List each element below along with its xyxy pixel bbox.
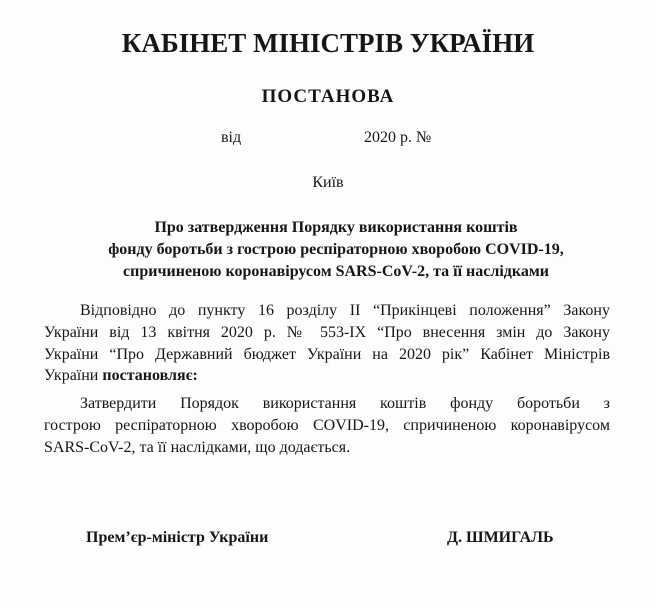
city-name: Київ: [312, 174, 344, 191]
document-type: ПОСТАНОВА: [261, 86, 395, 107]
paragraph-line: SARS-CoV-2, та її наслідками, що додається.: [44, 439, 351, 456]
paragraph-line: України від 13 квітня 2020 р. № 553-IX “Про внесення змін до Закону: [44, 324, 610, 341]
signatory-name: Д. ШМИГАЛЬ: [447, 529, 554, 546]
paragraph-line: гострою респіраторною хворобою COVID-19, спричиненою коронавірусом: [44, 417, 610, 434]
paragraph-line: України “Про Державний бюджет України на 2020 рік” Кабінет Міністрів: [44, 346, 610, 363]
signatory-position: Прем’єр-міністр України: [86, 529, 269, 546]
document-title: КАБІНЕТ МІНІСТРІВ УКРАЇНИ: [121, 28, 535, 58]
date-year-number: 2020 р. №: [364, 129, 432, 146]
paragraph-line: [44, 367, 610, 385]
resolution-heading-line: Про затвердження Порядку використання коштів: [154, 219, 518, 236]
date-from-label: від: [221, 129, 242, 146]
paragraph-line: Затвердити Порядок використання коштів фонду боротьби з: [80, 395, 610, 412]
resolution-heading-line: спричиненою коронавірусом SARS-CoV-2, та її наслідками: [123, 263, 549, 280]
paragraph-text: України: [44, 367, 99, 384]
paragraph-line: Відповідно до пункту 16 розділу II “Прикінцеві положення” Закону: [80, 302, 610, 319]
resolution-heading-line: фонду боротьби з гострою респіраторною хворобою COVID-19,: [108, 241, 564, 258]
decision-keyword: постановляє:: [102, 367, 198, 384]
